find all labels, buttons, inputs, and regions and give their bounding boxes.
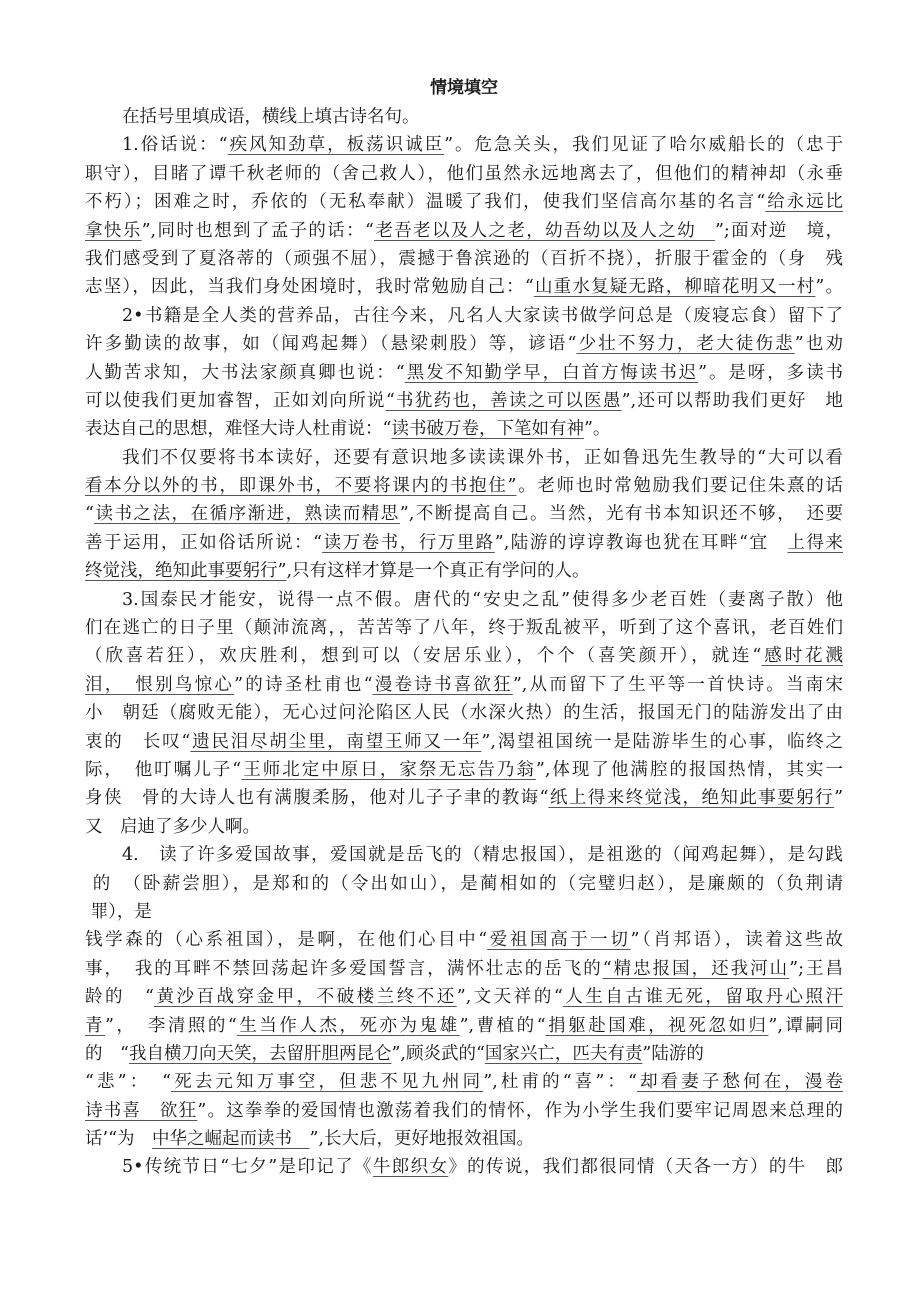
text-segment: 事， 我的耳畔不禁回荡起许多爱国誓言，满怀壮志的岳飞的 [85, 958, 603, 979]
text-segment: ”;面对逆 境， [714, 220, 844, 241]
text-line [85, 728, 843, 756]
underlined-answer: 王师北定中原日，家祭无忘告乃翁 [241, 759, 536, 780]
text-segment: ”,从而留下了生平等一首快诗。当南宋 [512, 674, 843, 695]
text-line [85, 103, 843, 131]
document-body [85, 103, 843, 1182]
text-line [85, 813, 843, 841]
text-line [85, 557, 843, 585]
text-line [85, 1068, 843, 1096]
text-line [85, 302, 843, 330]
text-line [85, 898, 843, 926]
text-segment: （欣喜若狂），欢庆胜利，想到可以（安居乐业），个个（喜笑颜开），就连“ [85, 646, 762, 667]
text-line [85, 926, 843, 954]
text-line [85, 642, 843, 670]
text-segment: ”,还可以帮助我们更好 地 [621, 390, 843, 411]
text-line [85, 500, 843, 528]
underlined-answer: 泪， 恨别鸟惊心 [85, 674, 235, 695]
text-line [85, 160, 843, 188]
text-segment: 。老师也时常勉励我们要记住朱熹的话 [516, 476, 843, 497]
document-page [85, 74, 843, 1182]
text-segment: 钱学森的（心系祖国），是啊，在他们心目中“ [85, 930, 488, 951]
text-line [85, 1040, 843, 1068]
text-line [85, 699, 843, 727]
text-segment: ”,同时也想到了孟子的话：“ [141, 220, 374, 241]
text-segment: 人勤苦求知，大书法家颜真卿也说：“ [85, 362, 405, 383]
text-segment: ”,顾炎武的“ [391, 1043, 485, 1064]
text-segment: 在括号里填成语，横线上填古诗名句。 [122, 107, 420, 127]
underlined-answer: 看本分以外的书，即课外书，不要将课内的书抱住” [85, 476, 517, 497]
underlined-answer: 却看妻子愁何在，漫卷 [636, 1072, 844, 1093]
text-line [85, 415, 843, 443]
text-line [85, 870, 843, 898]
underlined-answer: “精忠报国，还我河山 [602, 958, 790, 979]
text-segment: ”,曹植的“ [459, 1015, 546, 1036]
underlined-answer: 遗民泪尽胡尘里，南望王师又一年 [190, 731, 482, 752]
underlined-answer: 诗书喜 欲狂 [85, 1100, 198, 1121]
underlined-answer: 读书破万卷，下笔如有神 [391, 419, 584, 440]
underlined-answer: 读万卷书，行万里路 [322, 532, 495, 553]
text-segment: 许多勤读的故事，如（闻鸡起舞）（悬梁刺股）等，谚语“ [85, 334, 577, 355]
underlined-answer: 纸上得来终觉浅，绝知此事要躬行 [548, 788, 835, 809]
text-segment: 的 （卧薪尝胆），是郑和的（令出如山），是蔺相如的（完璧归赵），是廉颇的（负荆请 [85, 873, 843, 894]
text-segment: 3.国泰民才能安，说得一点不假。唐代的“安史之乱”使得多少老百姓（妻离子散）他 [122, 589, 843, 610]
text-segment: 职守），目睹了谭千秋老师的（舍己救人），他们虽然永远地离去了，但他们的精神却（永垂 [85, 163, 843, 184]
text-line [85, 1097, 843, 1125]
text-segment: 际， 他叮嘱儿子“ [85, 759, 242, 780]
text-segment: ”。这拳拳的爱国情也激荡着我们的情怀，作为小学生我们要牢记周恩来总理的 [197, 1100, 843, 1121]
text-segment: “悲”： “ [85, 1072, 172, 1093]
text-line [85, 614, 843, 642]
text-segment: 我们感受到了夏洛蒂的（顽强不屈），震撼于鲁滨逊的（百折不挠），折服于霍金的（身 残 [85, 248, 843, 269]
text-segment: ”,渴望祖国统一是陆游毕生的心事，临终之 [481, 731, 844, 752]
underlined-answer: 牛郎织女 [372, 1157, 449, 1178]
text-line [85, 586, 843, 614]
text-segment: 1.俗话说：“ [122, 135, 228, 156]
text-line [85, 955, 843, 983]
text-line [85, 217, 843, 245]
text-line [85, 273, 843, 301]
text-segment: ”,谭嗣同 [768, 1015, 843, 1036]
text-segment: ”。危急关头，我们见证了哈尔威船长的（忠于 [444, 135, 843, 156]
underlined-answer: 中华之崛起而读书 [152, 1129, 310, 1150]
text-segment: 志坚），因此，当我们身处困境时，我时常勉励自己：“ [85, 277, 534, 298]
underlined-answer: 读书之法，在循序渐进，熟读而精思 [93, 504, 400, 525]
underlined-answer: 给永远比 [765, 192, 844, 213]
underlined-answer: 终觉浅，绝知此事要躬行” [85, 561, 287, 582]
underlined-answer: 生当作人杰，死亦为鬼雄 [236, 1015, 460, 1036]
text-segment: ”;王昌 [789, 958, 843, 979]
text-segment: ”,长大后，更好地报效祖国。 [309, 1129, 535, 1150]
text-segment: ”。 [583, 419, 611, 440]
text-segment: “ [85, 504, 94, 525]
text-segment: ”,文天祥的“ [456, 987, 563, 1008]
underlined-answer: 黑发不知勤学早，白首方悔读书迟 [404, 362, 699, 383]
text-segment: 又 启迪了多少人啊。 [85, 816, 260, 837]
text-segment: 2•书籍是全人类的营养品，古往今来，凡名人大家读书做学问总是（废寝忘食）留下了 [122, 305, 843, 326]
underlined-answer: 人生自古谁无死，留取丹心照汗 [562, 987, 844, 1008]
text-line [85, 131, 843, 159]
text-line [85, 245, 843, 273]
text-segment: 衷的 长叹“ [85, 731, 191, 752]
text-segment: ”的诗圣杜甫也“ [234, 674, 373, 695]
text-line [85, 841, 843, 869]
underlined-answer: 山重水复疑无路，柳暗花明又一村 [533, 277, 816, 298]
underlined-answer: 拿快乐 [85, 220, 142, 241]
underlined-answer: 死去元知万事空，但悲不见九州同 [171, 1072, 484, 1093]
underlined-answer: 上得来 [787, 532, 843, 553]
text-line [85, 671, 843, 699]
text-segment: 可以使我们更加睿智，正如刘向所说 [85, 390, 386, 411]
text-segment: 身侠 骨的大诗人也有满腹柔肠，他对儿子子聿的教诲“ [85, 788, 549, 809]
text-segment: ”。 [815, 277, 843, 298]
text-segment: 们在逃亡的日子里（颠沛流离，，苦苦等了八年，终于叛乱被平，听到了这个喜讯，老百姓们 [85, 618, 843, 639]
text-line [85, 983, 843, 1011]
text-line [85, 784, 843, 812]
underlined-answer: 捐躯赴国难，视死忽如归 [545, 1015, 769, 1036]
text-segment: ” [834, 788, 844, 809]
text-line [85, 188, 843, 216]
text-segment: 表达自己的思想，难怪大诗人杜甫说：“ [85, 419, 392, 440]
text-segment: 话’“为 [85, 1129, 153, 1150]
text-line [85, 472, 843, 500]
text-line [85, 1125, 843, 1153]
text-line [85, 359, 843, 387]
text-segment: 4. 读了许多爱国故事，爱国就是岳飞的（精忠报国），是祖逖的（闻鸡起舞），是勾践 [122, 845, 843, 866]
text-segment: ,只有这样才算是一个真正有学问的人。 [286, 561, 590, 582]
text-segment: 5•传统节日“七夕”是印记了《 [122, 1157, 373, 1178]
text-segment: ”,不断提高自己。当然，光有书本知识还不够， 还要 [399, 504, 844, 525]
text-segment: 我们不仅要将书本读好，还要有意识地多读读课外书，正如鲁迅先生教导的“大可以看 [122, 447, 843, 468]
underlined-answer: 疾风知劲草，板荡识诚臣 [227, 135, 445, 156]
text-segment: 的 “ [85, 1043, 129, 1064]
document-title: 情境填空 [430, 78, 498, 98]
text-segment: ”（肖邦语），读着这些故 [630, 930, 843, 951]
underlined-answer: 黄沙百战穿金甲，不破楼兰终不还 [154, 987, 457, 1008]
text-segment: 罪），是 [85, 901, 152, 922]
underlined-answer: 老吾老以及人之老，幼吾幼以及人之幼 [373, 220, 715, 241]
underlined-answer: 感时花溅 [761, 646, 844, 667]
underlined-answer: 青 [85, 1015, 106, 1036]
text-segment: 龄的 “ [85, 987, 154, 1008]
underlined-answer: 爱祖国高于一切 [487, 930, 631, 951]
text-segment: ”,体现了他满腔的报国热情，其实一 [535, 759, 844, 780]
text-segment: ”陆游的 [642, 1043, 704, 1064]
text-line [85, 1012, 843, 1040]
underlined-answer: 我自横刀向天笑，去留肝胆两昆仑 [128, 1043, 392, 1064]
text-line [85, 444, 843, 472]
text-line [85, 387, 843, 415]
text-segment: ”， 李清照的“ [105, 1015, 237, 1036]
text-line [85, 1153, 843, 1181]
text-segment: ”,陆游的谆谆教诲也犹在耳畔“宜 [494, 532, 788, 553]
text-segment: ”。是呀，多读书 [698, 362, 844, 383]
text-segment: 不朽）；困难之时，乔依的（无私奉献）温暖了我们，使我们坚信高尔基的名言“ [85, 192, 766, 213]
underlined-answer: 国家兴亡，匹夫有责 [484, 1043, 643, 1064]
text-segment: 小 朝廷（腐败无能），无心过问沦陷区人民（水深火热）的生活，报国无门的陆游发出了由 [85, 703, 843, 724]
text-line [85, 330, 843, 358]
text-segment: 》的传说，我们都很同情（天各一方）的牛 郎 [448, 1157, 843, 1178]
text-line [85, 529, 843, 557]
text-segment: ”也劝 [794, 334, 844, 355]
text-segment: ”,杜甫的“喜”：“ [483, 1072, 637, 1093]
text-line [85, 756, 843, 784]
underlined-answer: 漫卷诗书喜欲狂 [372, 674, 513, 695]
text-segment: 善于运用，正如俗话所说：“ [85, 532, 323, 553]
underlined-answer: “书犹药也，善读之可以医愚 [385, 390, 622, 411]
underlined-answer: 少壮不努力，老大徒伤悲 [576, 334, 795, 355]
